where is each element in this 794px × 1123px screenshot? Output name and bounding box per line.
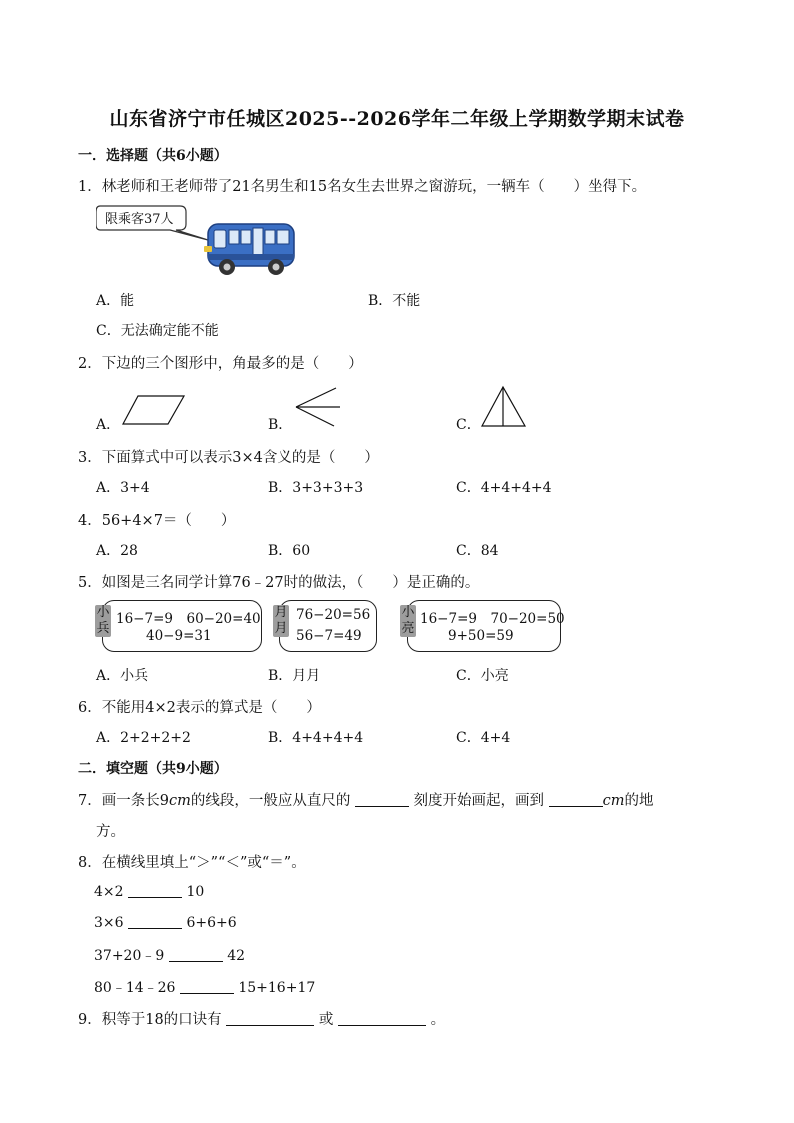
q2-option-b: B． xyxy=(268,417,293,433)
q1-option-b: B．不能 xyxy=(368,293,421,309)
answer-blank[interactable] xyxy=(169,947,223,962)
compare-left: 37+20﹣9 xyxy=(94,948,165,964)
compare-left: 3×6 xyxy=(94,915,124,931)
question-4-text: 4．56+4×7＝（ ） xyxy=(78,513,236,529)
q6-option-b: B．4+4+4+4 xyxy=(268,730,364,746)
q1-option-a: A．能 xyxy=(96,293,135,309)
angle-rays-shape xyxy=(294,386,342,428)
q7-part-3: 刻度开始画起，画到 xyxy=(413,793,545,809)
work-line-2: 56−7=49 xyxy=(296,628,362,644)
section-heading-fill: 二．填空题（共9小题） xyxy=(78,761,228,777)
q6-option-c: C．4+4 xyxy=(456,730,511,746)
q2-option-c: C． xyxy=(456,417,481,433)
answer-blank[interactable] xyxy=(180,979,234,994)
question-3-text: 3．下面算式中可以表示3×4含义的是（ ） xyxy=(78,450,379,466)
q7-part-2: 的线段，一般应从直尺的 xyxy=(190,793,351,809)
compare-row xyxy=(94,914,237,931)
section-heading-choice: 一．选择题（共6小题） xyxy=(78,148,228,164)
student-name-tag: 小亮 xyxy=(401,605,415,636)
compare-row xyxy=(94,945,245,965)
student-name-tag: 月月 xyxy=(274,605,288,636)
q4-option-b: B．60 xyxy=(268,543,311,559)
compare-left: 80﹣14﹣26 xyxy=(94,980,176,996)
student-work-bubble xyxy=(102,600,262,652)
q5-option-b: B．月月 xyxy=(268,668,321,684)
compare-row xyxy=(94,883,204,900)
q9-part-1: 9．积等于18的口诀有 xyxy=(78,1012,222,1028)
question-8-text: 8．在横线里填上“＞”“＜”或“＝”。 xyxy=(78,855,306,871)
bus-capacity-sign: 限乘客37人 xyxy=(105,212,174,227)
compare-right: 15+16+17 xyxy=(238,980,316,996)
page-title: 山东省济宁市任城区2025--2026学年二年级上学期数学期末试卷 xyxy=(109,108,685,130)
q4-option-a: A．28 xyxy=(96,543,138,559)
question-7-text xyxy=(78,789,654,810)
work-line-1: 76−20=56 xyxy=(296,607,371,623)
work-line-1: 16−7=9 70−20=50 xyxy=(420,611,565,627)
question-2-text: 2．下边的三个图形中，角最多的是（ ） xyxy=(78,356,363,372)
answer-blank[interactable] xyxy=(338,1011,426,1026)
compare-row xyxy=(94,977,315,997)
answer-blank[interactable] xyxy=(128,914,182,929)
q4-option-c: C．84 xyxy=(456,543,499,559)
compare-right: 42 xyxy=(227,948,246,964)
work-line-2: 40−9=31 xyxy=(146,628,212,644)
question-1-text: 1．林老师和王老师带了21名男生和15名女生去世界之窗游玩，一辆车（ ）坐得下。 xyxy=(78,179,647,195)
question-7-line-2: 方。 xyxy=(96,824,125,840)
triangle-shape xyxy=(480,385,528,429)
q3-option-c: C．4+4+4+4 xyxy=(456,480,552,496)
parallelogram-shape xyxy=(122,394,186,426)
q2-option-a: A． xyxy=(96,417,121,433)
q7-part-4: 的地 xyxy=(624,793,654,809)
q1-option-c: C．无法确定能不能 xyxy=(96,323,219,339)
q7-part-1: 7．画一条长9 xyxy=(78,793,169,809)
q9-part-3: 。 xyxy=(430,1012,446,1028)
compare-left: 4×2 xyxy=(94,884,124,900)
answer-blank[interactable] xyxy=(226,1011,314,1026)
q7-unit: cm xyxy=(602,793,625,809)
compare-right: 10 xyxy=(186,884,205,900)
question-5-text: 5．如图是三名同学计算76﹣27时的做法，（ ）是正确的。 xyxy=(78,575,480,591)
q5-option-c: C．小亮 xyxy=(456,668,509,684)
student-name-tag: 小兵 xyxy=(96,605,110,636)
compare-right: 6+6+6 xyxy=(186,915,237,931)
q9-part-2: 或 xyxy=(318,1012,334,1028)
work-line-1: 16−7=9 60−20=40 xyxy=(116,611,261,627)
answer-blank[interactable] xyxy=(128,883,182,898)
q3-option-a: A．3+4 xyxy=(96,480,150,496)
answer-blank[interactable] xyxy=(355,792,409,807)
q6-option-a: A．2+2+2+2 xyxy=(96,730,191,746)
q5-option-a: A．小兵 xyxy=(96,668,149,684)
student-work-bubble xyxy=(279,600,377,652)
student-work-bubble xyxy=(407,600,565,652)
answer-blank[interactable] xyxy=(549,792,603,807)
work-line-2: 9+50=59 xyxy=(448,628,514,644)
question-6-text: 6．不能用4×2表示的算式是（ ） xyxy=(78,700,321,716)
question-9-text xyxy=(78,1008,445,1029)
q7-unit: cm xyxy=(168,793,191,809)
bus-illustration xyxy=(96,204,301,280)
q3-option-b: B．3+3+3+3 xyxy=(268,480,364,496)
